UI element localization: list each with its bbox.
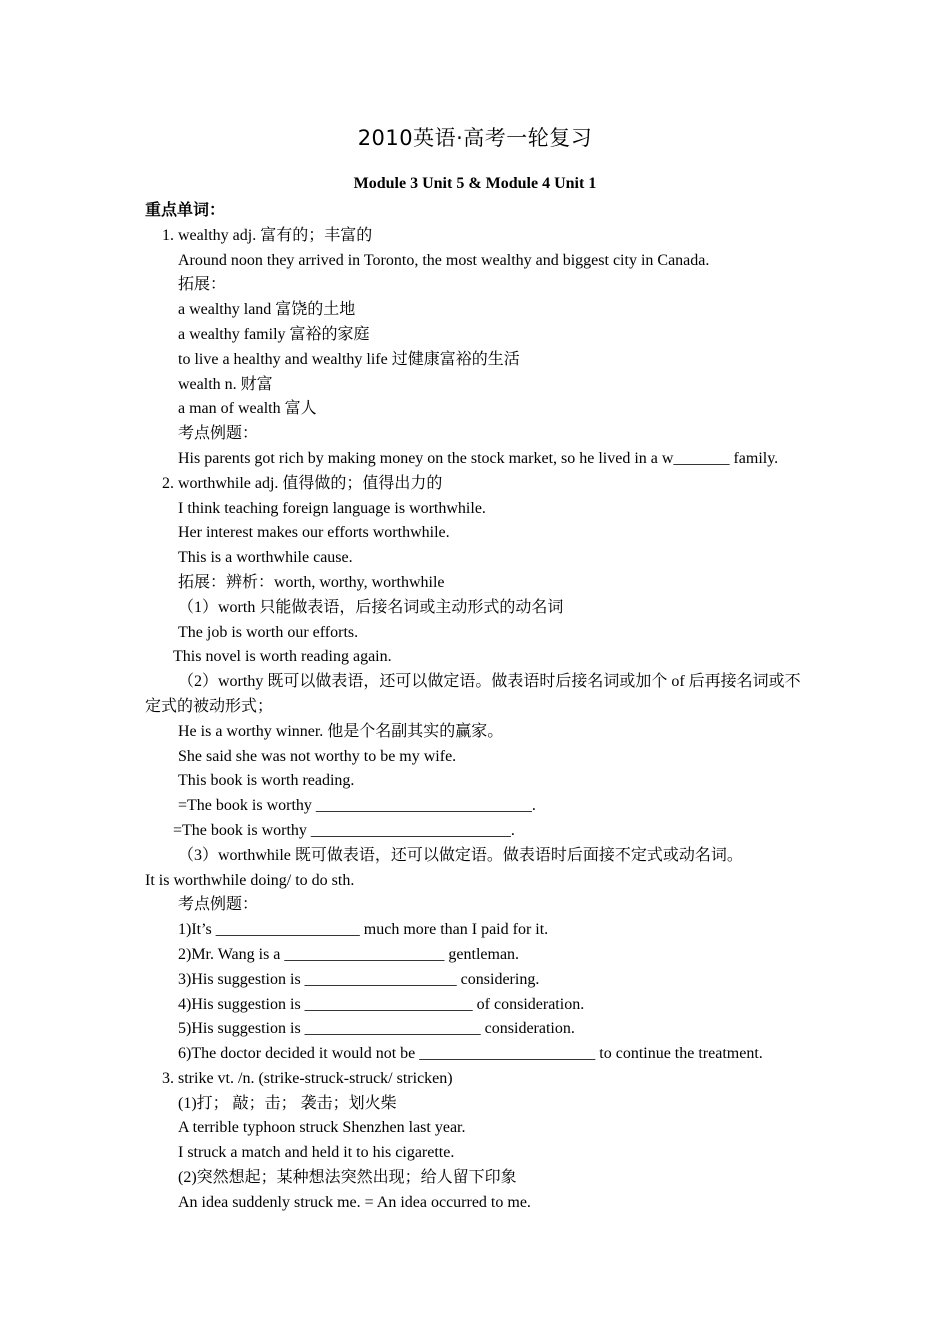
text-line: 4)His suggestion is _____________________ of consideration. [178,995,585,1013]
page-title: 2010英语·高考一轮复习 [357,126,593,150]
text-line: (1)打； 敲；击； 袭击；划火柴 [178,1094,397,1112]
text-line: Around noon they arrived in Toronto, the most wealthy and biggest city in Canada. [178,251,710,269]
text-line: 2)Mr. Wang is a ____________________ gentleman. [178,945,520,963]
text-line: This novel is worth reading again. [173,648,392,666]
text-line: =The book is worthy _________________________. [173,821,515,839]
text-line: （2）worthy 既可以做表语，还可以做定语。做表语时后接名词或加个 of 后再接名词或不定式的被动形式； [145,673,801,715]
text-line: 2. worthwhile adj. 值得做的；值得出力的 [162,474,443,492]
text-line: 3. strike vt. /n. (strike-struck-struck/ stricken) [162,1069,453,1087]
text-line: 考点例题： [178,425,259,443]
text-line: Her interest makes our efforts worthwhile. [178,524,450,542]
text-line: a wealthy land 富饶的土地 [178,301,356,319]
text-line: 考点例题： [178,896,259,914]
text-line: 拓展：辨析：worth, worthy, worthwhile [178,573,445,591]
text-line: =The book is worthy ___________________________. [178,797,536,815]
text-line: a wealthy family 富裕的家庭 [178,325,370,343]
text-line: He is a worthy winner. 他是个名副其实的赢家。 [178,722,504,740]
text-line: I think teaching foreign language is worthwhile. [178,499,486,517]
text-line: A terrible typhoon struck Shenzhen last year. [178,1119,466,1137]
text-line: (2)突然想起；某种想法突然出现；给人留下印象 [178,1169,517,1187]
text-line: （1）worth 只能做表语，后接名词或主动形式的动名词 [178,598,564,616]
text-line: 拓展： [178,276,227,294]
text-line: I struck a match and held it to his cigarette. [178,1144,455,1162]
text-line: This is a worthwhile cause. [178,549,353,567]
text-line: to live a healthy and wealthy life 过健康富裕的生活 [178,350,520,368]
text-line: 1. wealthy adj. 富有的；丰富的 [162,226,373,244]
text-line: She said she was not worthy to be my wife. [178,747,457,765]
page-subtitle: Module 3 Unit 5 & Module 4 Unit 1 [353,175,597,192]
text-line: wealth n. 财富 [178,375,273,393]
text-line: 重点单词： [145,202,226,219]
text-line: 1)It’s __________________ much more than I paid for it. [178,921,549,939]
text-line: a man of wealth 富人 [178,400,317,418]
text-line: （3）worthwhile 既可做表语，还可以做定语。做表语时后面接不定式或动名词。 [178,846,743,864]
text-line: 6)The doctor decided it would not be ______________________ to continue the treatment. [178,1045,763,1063]
text-line: It is worthwhile doing/ to do sth. [145,871,355,889]
document-body [145,199,815,1216]
text-line: The job is worth our efforts. [178,623,359,641]
text-line: 5)His suggestion is ______________________ consideration. [178,1020,575,1038]
text-line: An idea suddenly struck me. = An idea occurred to me. [178,1193,531,1211]
text-line: His parents got rich by making money on the stock market, so he lived in a w_______ family. [178,449,779,467]
text-line: This book is worth reading. [178,772,355,790]
text-line: 3)His suggestion is ___________________ considering. [178,970,540,988]
